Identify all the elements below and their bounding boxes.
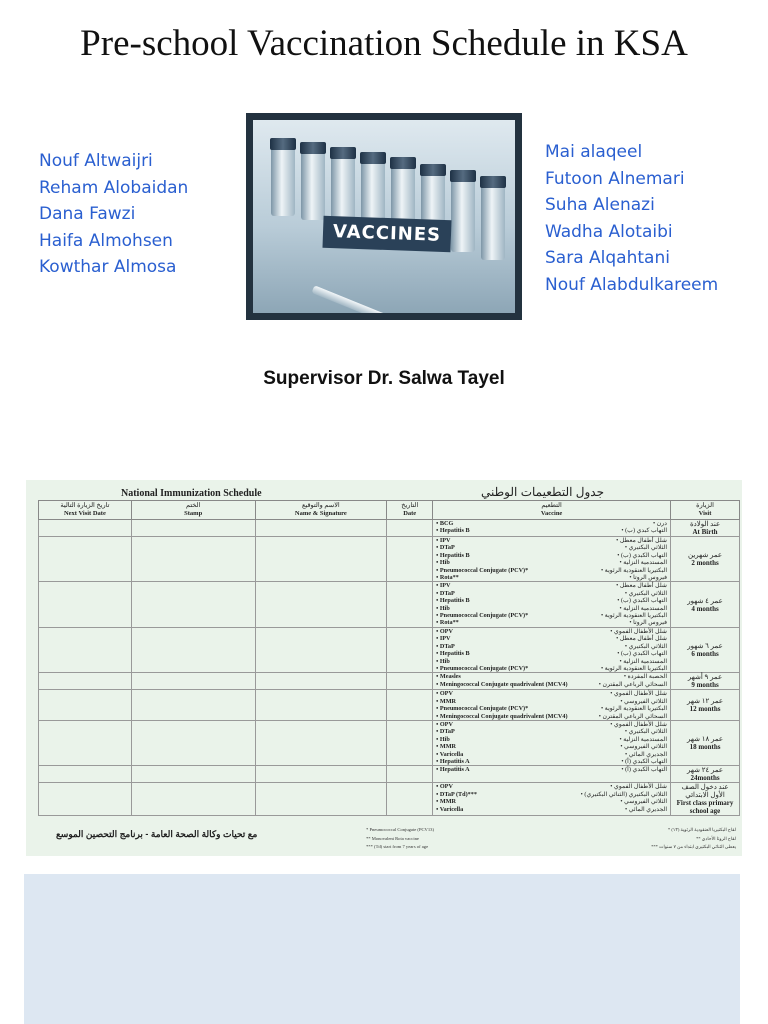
schedule-row bbox=[39, 582, 740, 627]
visit-ar: عمر ٤ شهور bbox=[687, 596, 723, 605]
vaccine-name-ar: المستدمية النزلية • bbox=[619, 559, 668, 567]
vaccine-item bbox=[436, 605, 667, 612]
vaccine-name-ar: البكتيريا العنقودية الرئوية • bbox=[601, 612, 668, 620]
date-cell bbox=[387, 690, 433, 721]
date-cell bbox=[387, 582, 433, 627]
schedule-notes bbox=[366, 826, 736, 852]
vaccine-item bbox=[436, 673, 667, 680]
next-visit-cell bbox=[39, 520, 132, 537]
vaccine-item bbox=[436, 552, 667, 559]
vaccine-name-ar: السحائي الرباعي المقترن • bbox=[598, 712, 668, 720]
vaccine-item bbox=[436, 758, 667, 765]
vaccine-name-en: • MMR bbox=[436, 743, 457, 751]
vaccine-name-en: • Pneumococcal Conjugate (PCV)* bbox=[436, 566, 529, 574]
vaccine-cell bbox=[433, 627, 671, 672]
visit-en: 18 months bbox=[689, 743, 721, 752]
schedule-row bbox=[39, 520, 740, 537]
vaccine-item bbox=[436, 783, 667, 790]
date-cell bbox=[387, 783, 433, 816]
vaccine-item bbox=[436, 713, 667, 720]
vaccine-name-en: • Hepatitis A bbox=[436, 766, 470, 774]
column-header-en: Stamp bbox=[184, 510, 203, 517]
vaccine-item bbox=[436, 582, 667, 589]
schedule-title-ar: جدول التطعيمات الوطني bbox=[481, 485, 605, 499]
next-visit-cell bbox=[39, 720, 132, 765]
vaccine-name-ar: شلل أطفال معطل • bbox=[616, 582, 668, 590]
next-visit-cell bbox=[39, 582, 132, 627]
visit-en: 9 months bbox=[691, 681, 719, 690]
date-cell bbox=[387, 766, 433, 783]
vaccine-name-en: • OPV bbox=[436, 720, 453, 728]
visit-en: 24months bbox=[690, 774, 720, 783]
schedule-table bbox=[38, 500, 740, 816]
vaccine-cell bbox=[433, 520, 671, 537]
vaccine-cell bbox=[433, 783, 671, 816]
vaccine-name-ar: شلل الأطفال الفموي • bbox=[610, 720, 668, 728]
visit-en: First class primary school age bbox=[676, 799, 734, 816]
vaccine-name-ar: المستدمية النزلية • bbox=[619, 735, 668, 743]
column-header bbox=[131, 501, 255, 520]
vaccine-item bbox=[436, 698, 667, 705]
vaccine-name-ar: الثلاثي البكتيري • bbox=[624, 728, 668, 736]
visit-en: 4 months bbox=[691, 604, 719, 613]
column-header-ar: الختم bbox=[186, 502, 201, 509]
next-visit-cell bbox=[39, 537, 132, 582]
vaccine-name-en: • Varicella bbox=[436, 805, 464, 813]
vaccine-item bbox=[436, 728, 667, 735]
vaccine-name-en: • Hib bbox=[436, 735, 450, 743]
column-header-ar: الاسم والتوقيع bbox=[302, 502, 340, 509]
vaccine-item bbox=[436, 743, 667, 750]
vaccine-name-en: • MMR bbox=[436, 697, 457, 705]
vaccine-cell bbox=[433, 582, 671, 627]
supervisor: Supervisor Dr. Salwa Tayel bbox=[263, 368, 505, 389]
author-name: Wadha Alotaibi bbox=[545, 221, 673, 242]
signature-cell bbox=[255, 720, 387, 765]
vaccine-name-ar: التهاب الكبدي (ب) • bbox=[617, 597, 668, 605]
blank-panel bbox=[24, 874, 740, 1024]
visit-ar: عمر ١٢ شهر bbox=[686, 697, 724, 706]
visit-cell bbox=[671, 582, 740, 627]
author-name: Kowthar Almosa bbox=[39, 257, 177, 277]
next-visit-cell bbox=[39, 783, 132, 816]
vaccine-name-ar: البكتيريا العنقودية الرئوية • bbox=[601, 705, 668, 713]
vaccine-name-en: • Hepatitis A bbox=[436, 757, 470, 765]
vaccine-item bbox=[436, 544, 667, 551]
signature-cell bbox=[255, 537, 387, 582]
date-cell bbox=[387, 627, 433, 672]
vaccine-item bbox=[436, 559, 667, 566]
date-cell bbox=[387, 720, 433, 765]
vaccine-name-en: • OPV bbox=[436, 627, 453, 635]
column-header-ar: التطعيم bbox=[541, 502, 562, 509]
visit-ar: عمر ١٨ شهر bbox=[686, 735, 724, 744]
authors-left bbox=[39, 148, 188, 281]
column-header bbox=[433, 501, 671, 520]
schedule-row bbox=[39, 720, 740, 765]
visit-en: At Birth bbox=[692, 528, 718, 536]
stamp-cell bbox=[131, 783, 255, 816]
vaccine-name-ar: الجديري المائي • bbox=[625, 805, 668, 813]
signature-cell bbox=[255, 627, 387, 672]
vaccine-name-en: • Meningococcal Conjugate quadrivalent (MCV4) bbox=[436, 680, 568, 688]
schedule-note bbox=[366, 835, 736, 844]
vaccine-name-ar: البكتيريا العنقودية الرئوية • bbox=[601, 664, 668, 672]
note-ar: لقاح الروتا الأحادي ** bbox=[695, 835, 736, 841]
column-header bbox=[39, 501, 132, 520]
vaccine-name-en: • MMR bbox=[436, 798, 457, 806]
page-title: Pre-school Vaccination Schedule in KSA bbox=[80, 23, 688, 64]
vaccine-item bbox=[436, 567, 667, 574]
vaccine-item bbox=[436, 643, 667, 650]
note-en: * Pneumococcal Conjugate (PCV13) bbox=[366, 827, 435, 832]
vaccine-name-en: • Hib bbox=[436, 657, 450, 665]
schedule-note bbox=[366, 843, 736, 852]
vaccine-item bbox=[436, 590, 667, 597]
vaccine-name-ar: التهاب الكبدي (أ) • bbox=[621, 757, 668, 765]
vaccine-name-en: • Hepatitis B bbox=[436, 650, 470, 658]
vaccine-name-en: • Hepatitis B bbox=[436, 597, 470, 605]
visit-ar: عمر ٩ أشهر bbox=[687, 673, 723, 682]
vaccine-item bbox=[436, 798, 667, 805]
visit-ar: عمر ٢٤ شهر bbox=[686, 766, 724, 775]
vaccine-name-en: • Rota** bbox=[436, 619, 459, 627]
vaccine-item bbox=[436, 527, 667, 534]
vaccine-name-ar: البكتيريا العنقودية الرئوية • bbox=[601, 566, 668, 574]
vaccine-name-ar: الجديري المائي • bbox=[625, 750, 668, 758]
schedule-note bbox=[366, 826, 736, 835]
visit-ar: عمر شهرين bbox=[687, 551, 723, 560]
schedule-footer: مع تحيات وكالة الصحة العامة - برنامج التحصين الموسع bbox=[56, 829, 258, 839]
schedule-row bbox=[39, 673, 740, 690]
vaccine-name-ar: الثلاثي الفيروسي • bbox=[620, 798, 668, 806]
column-header bbox=[671, 501, 740, 520]
visit-cell bbox=[671, 720, 740, 765]
stamp-cell bbox=[131, 673, 255, 690]
schedule-row bbox=[39, 537, 740, 582]
visit-ar: عند الولادة bbox=[689, 520, 721, 528]
vaccine-name-ar: شلل الأطفال الفموي • bbox=[610, 690, 668, 698]
column-header-ar: التاريخ bbox=[401, 502, 419, 509]
vaccine-item bbox=[436, 612, 667, 619]
vaccines-banner: VACCINES bbox=[322, 216, 451, 252]
author-name: Dana Fawzi bbox=[39, 204, 136, 224]
signature-cell bbox=[255, 520, 387, 537]
vaccine-item bbox=[436, 665, 667, 672]
date-cell bbox=[387, 673, 433, 690]
column-header-ar: تاريخ الزيارة التالية bbox=[60, 502, 110, 509]
stamp-cell bbox=[131, 720, 255, 765]
vaccine-item bbox=[436, 635, 667, 642]
vaccine-item bbox=[436, 806, 667, 813]
column-header-en: Date bbox=[403, 510, 417, 517]
vaccine-item bbox=[436, 597, 667, 604]
vaccine-item bbox=[436, 751, 667, 758]
visit-cell bbox=[671, 627, 740, 672]
vaccine-name-ar: التهاب الكبدي (أ) • bbox=[621, 766, 668, 774]
vaccine-item bbox=[436, 520, 667, 527]
vaccine-name-en: • DTaP bbox=[436, 544, 455, 552]
note-ar: يعطى الثنائي البكتيري ابتداء من ٧ سنوات *** bbox=[651, 844, 736, 850]
vaccine-name-ar: الثلاثي البكتيري • bbox=[624, 544, 668, 552]
visit-cell bbox=[671, 537, 740, 582]
visit-en: 12 months bbox=[689, 705, 721, 714]
stamp-cell bbox=[131, 690, 255, 721]
visit-cell bbox=[671, 766, 740, 783]
vaccine-name-en: • Measles bbox=[436, 673, 461, 681]
vaccine-name-ar: فيروس الروتا • bbox=[629, 619, 668, 627]
visit-ar: عمر ٦ شهور bbox=[687, 642, 723, 651]
column-header-en: Vaccine bbox=[540, 510, 563, 517]
column-header-ar: الزيارة bbox=[696, 502, 714, 509]
author-name: Nouf Alabdulkareem bbox=[545, 274, 719, 295]
vaccine-name-ar: الحصبة المفردة • bbox=[623, 673, 668, 681]
vaccine-name-en: • IPV bbox=[436, 537, 451, 544]
vaccine-name-ar: الثلاثي الفيروسي • bbox=[620, 743, 668, 751]
signature-cell bbox=[255, 783, 387, 816]
author-name: Suha Alenazi bbox=[545, 195, 655, 215]
author-name: Sara Alqahtani bbox=[545, 248, 670, 268]
vaccine-cell bbox=[433, 766, 671, 783]
column-header-en: Visit bbox=[698, 510, 712, 517]
vaccine-item bbox=[436, 690, 667, 697]
column-header bbox=[387, 501, 433, 520]
vaccine-item bbox=[436, 721, 667, 728]
stamp-cell bbox=[131, 766, 255, 783]
note-en: *** (Td) start from 7 years of age bbox=[366, 844, 429, 850]
next-visit-cell bbox=[39, 673, 132, 690]
vaccine-name-en: • Hib bbox=[436, 559, 450, 567]
vaccine-name-ar: فيروس الروتا • bbox=[629, 574, 668, 582]
vaccine-name-ar: المستدمية النزلية • bbox=[619, 604, 668, 612]
immunization-schedule bbox=[26, 480, 742, 856]
stamp-cell bbox=[131, 627, 255, 672]
note-en: ** Monovalent Rota vaccine bbox=[366, 835, 419, 841]
visit-ar: عند دخول الصف الأول الابتدائي bbox=[681, 783, 729, 800]
note-ar: لقاح البكتيريا العنقودية الرئوية (١٣) * bbox=[667, 827, 736, 832]
vaccine-name-en: • OPV bbox=[436, 690, 453, 698]
vaccine-name-ar: الثلاثي البكتيري (الثنائي البكتيري) • bbox=[580, 790, 668, 798]
vaccine-name-ar: شلل أطفال معطل • bbox=[616, 635, 668, 643]
vaccine-name-ar: شلل أطفال معطل • bbox=[616, 537, 668, 544]
date-cell bbox=[387, 537, 433, 582]
vaccine-item bbox=[436, 537, 667, 544]
vaccine-name-en: • Hib bbox=[436, 604, 450, 612]
visit-cell bbox=[671, 673, 740, 690]
vaccine-name-ar: درن • bbox=[653, 520, 668, 527]
vaccine-name-en: • DTaP bbox=[436, 642, 455, 650]
column-header bbox=[255, 501, 387, 520]
vaccine-item bbox=[436, 791, 667, 798]
vaccine-cell bbox=[433, 720, 671, 765]
vaccine-name-en: • Pneumococcal Conjugate (PCV)* bbox=[436, 612, 529, 620]
stamp-cell bbox=[131, 537, 255, 582]
vaccine-name-en: • BCG bbox=[436, 520, 454, 527]
schedule-row bbox=[39, 690, 740, 721]
stamp-cell bbox=[131, 520, 255, 537]
visit-en: 2 months bbox=[691, 559, 719, 568]
vaccine-name-en: • Hepatitis B bbox=[436, 551, 470, 559]
next-visit-cell bbox=[39, 690, 132, 721]
vaccine-name-en: • Varicella bbox=[436, 750, 464, 758]
vaccine-cell bbox=[433, 690, 671, 721]
vaccine-name-en: • Pneumococcal Conjugate (PCV)* bbox=[436, 664, 529, 672]
vaccine-item bbox=[436, 681, 667, 688]
vaccine-name-en: • DTaP (Td)*** bbox=[436, 790, 477, 798]
schedule-row bbox=[39, 783, 740, 816]
visit-cell bbox=[671, 520, 740, 537]
signature-cell bbox=[255, 673, 387, 690]
visit-cell bbox=[671, 783, 740, 816]
vaccine-name-en: • Meningococcal Conjugate quadrivalent (MCV4) bbox=[436, 712, 568, 720]
vaccine-name-ar: الثلاثي الفيروسي • bbox=[620, 697, 668, 705]
vaccine-name-ar: شلل الأطفال الفموي • bbox=[610, 783, 668, 791]
vaccine-name-en: • DTaP bbox=[436, 728, 455, 736]
vaccine-name-en: • OPV bbox=[436, 783, 453, 791]
visit-en: 6 months bbox=[691, 650, 719, 659]
vaccine-item bbox=[436, 705, 667, 712]
vaccine-name-en: • Hepatitis B bbox=[436, 527, 470, 535]
vaccine-name-en: • Pneumococcal Conjugate (PCV)* bbox=[436, 705, 529, 713]
vaccine-name-ar: التهاب الكبدي (ب) • bbox=[617, 650, 668, 658]
vaccine-cell bbox=[433, 673, 671, 690]
vaccine-name-ar: المستدمية النزلية • bbox=[619, 657, 668, 665]
vaccine-name-ar: السحائي الرباعي المقترن • bbox=[598, 680, 668, 688]
vaccine-item bbox=[436, 574, 667, 581]
next-visit-cell bbox=[39, 766, 132, 783]
vaccine-name-ar: التهاب كبدي (ب) • bbox=[621, 527, 668, 535]
vaccine-name-en: • IPV bbox=[436, 582, 451, 590]
stamp-cell bbox=[131, 582, 255, 627]
next-visit-cell bbox=[39, 627, 132, 672]
vaccine-item bbox=[436, 766, 667, 773]
vaccine-item bbox=[436, 658, 667, 665]
vaccine-name-ar: التهاب الكبدي (ب) • bbox=[617, 551, 668, 559]
vaccine-name-ar: الثلاثي البكتيري • bbox=[624, 642, 668, 650]
signature-cell bbox=[255, 690, 387, 721]
vaccine-cell bbox=[433, 537, 671, 582]
column-header-en: Name & Signature bbox=[294, 510, 347, 517]
date-cell bbox=[387, 520, 433, 537]
visit-cell bbox=[671, 690, 740, 721]
vaccine-item bbox=[436, 736, 667, 743]
column-header-en: Next Visit Date bbox=[63, 510, 106, 517]
author-name: Futoon Alnemari bbox=[545, 168, 685, 189]
schedule-row bbox=[39, 627, 740, 672]
author-name: Haifa Almohsen bbox=[39, 230, 173, 251]
vaccine-name-en: • DTaP bbox=[436, 589, 455, 597]
vaccine-name-en: • Rota** bbox=[436, 574, 459, 582]
author-name: Nouf Altwaijri bbox=[39, 151, 153, 171]
schedule-row bbox=[39, 766, 740, 783]
signature-cell bbox=[255, 582, 387, 627]
vaccine-name-en: • IPV bbox=[436, 635, 451, 643]
vaccine-item bbox=[436, 650, 667, 657]
vaccine-name-ar: شلل الأطفال الفموي • bbox=[610, 627, 668, 635]
signature-cell bbox=[255, 766, 387, 783]
vaccines-image bbox=[246, 113, 522, 320]
schedule-title-en: National Immunization Schedule bbox=[121, 488, 262, 499]
authors-right bbox=[545, 139, 718, 298]
author-name: Mai alaqeel bbox=[545, 142, 643, 162]
vaccine-item bbox=[436, 619, 667, 626]
author-name: Reham Alobaidan bbox=[39, 177, 189, 198]
vaccine-name-ar: الثلاثي البكتيري • bbox=[624, 589, 668, 597]
